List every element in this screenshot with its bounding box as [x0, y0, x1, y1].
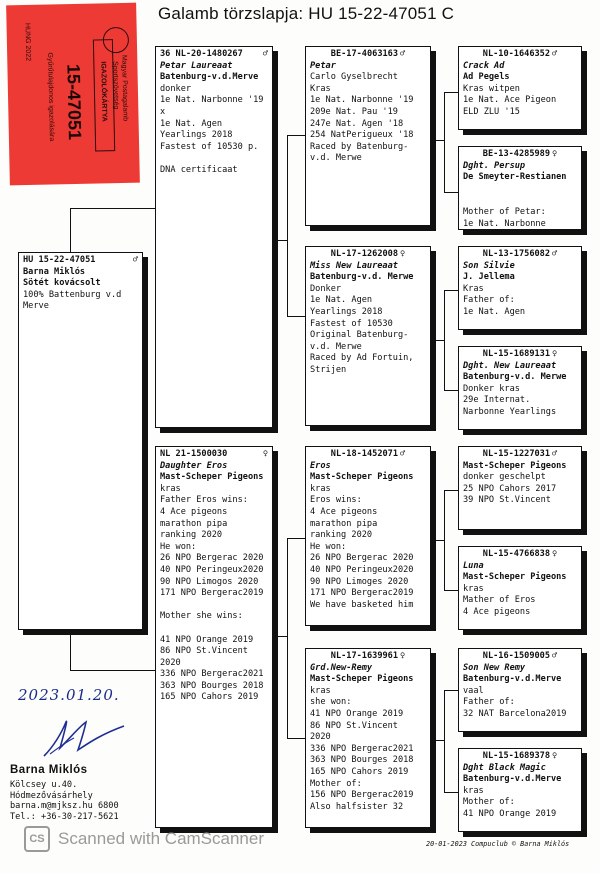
pedigree-line: Carlo Gyselbrecht	[310, 72, 398, 83]
stamp-number: 15-47051	[63, 63, 85, 141]
connector	[444, 92, 445, 192]
ring-number: NL-15-1689378	[482, 751, 551, 761]
pigeon-fm	[305, 246, 431, 426]
connector	[287, 135, 288, 316]
connector	[70, 208, 156, 209]
pedigree-line: 90 NPO Limoges 2020	[310, 576, 409, 587]
ring-header	[463, 449, 577, 461]
pedigree-line: Merve	[23, 301, 49, 312]
pedigree-line	[463, 184, 577, 196]
pedigree-line: Kras witpen	[463, 83, 520, 94]
pedigree-line: vaal	[463, 685, 484, 696]
pedigree-line: 4 Ace pigeons	[463, 606, 531, 617]
pedigree-line: 2020	[310, 732, 331, 743]
page-title: Galamb törzslapja: HU 15-22-47051 C	[158, 4, 455, 23]
handwritten-date: 2023.01.20.	[18, 686, 120, 704]
connector	[272, 240, 288, 241]
pigeon-main	[18, 252, 143, 630]
pedigree-line	[160, 623, 268, 635]
pedigree-line: marathon pipa	[310, 518, 378, 529]
pedigree-line: Mother of:	[463, 797, 515, 808]
sex-symbol-icon: ♂	[552, 249, 558, 259]
ring-number: NL-18-1452071	[330, 449, 399, 459]
pedigree-line: Ad Pegels	[463, 72, 510, 83]
pedigree-line: J. Jellema	[463, 272, 515, 283]
pedigree-line: Yearlings 2018	[160, 130, 233, 141]
connector	[444, 490, 458, 491]
watermark-text: Scanned with CamScanner	[58, 829, 265, 848]
pedigree-line: Daughter Eros	[160, 460, 228, 471]
ring-number: NL 21-1500030	[160, 449, 228, 459]
sex-symbol-icon: ♂	[262, 49, 268, 59]
pedigree-line: Also halfsister 32	[310, 801, 404, 812]
ring-number: NL-17-1262008	[330, 249, 399, 259]
pedigree-line: kras	[160, 483, 181, 494]
ring-number: NL-16-1509005	[482, 651, 551, 661]
connector	[287, 538, 288, 738]
pedigree-line: 336 NPO Bergerac2021	[310, 743, 414, 754]
ring-header	[463, 549, 577, 561]
pedigree-line: 1e Nat. Agen	[310, 295, 373, 306]
pedigree-line: 25 NPO Cahors 2017	[463, 483, 557, 494]
pedigree-line: Kras	[463, 283, 484, 294]
pedigree-line: Crack Ad	[463, 60, 505, 71]
pedigree-line: Narbonne Yearlings	[463, 406, 557, 417]
stamp-text-1: Magyar Postagalamb	[120, 54, 129, 122]
pedigree-line: 1e Nat. Agen	[160, 118, 223, 129]
pedigree-line: Raced by Batenburg-	[310, 141, 409, 152]
pedigree-line: Dght. New Laureaat	[463, 360, 557, 371]
pedigree-line: 209e Nat. Pau '19	[310, 106, 398, 117]
pedigree-line: 41 NPO Orange 2019	[160, 634, 254, 645]
pedigree-line: Fastest of 10530	[310, 318, 393, 329]
pedigree-line: ranking 2020	[160, 530, 223, 541]
pedigree-line: donker	[160, 83, 192, 94]
connector	[272, 636, 288, 637]
connector	[444, 390, 458, 391]
pedigree-line: 29e Internat.	[463, 395, 531, 406]
ring-header	[310, 49, 426, 61]
owner-contact	[10, 765, 119, 823]
pedigree-line: Grd.New-Remy	[310, 662, 373, 673]
sex-symbol-icon: ♂	[552, 651, 558, 661]
connector	[70, 630, 71, 670]
pigeon-fff	[458, 46, 582, 130]
pedigree-line: 171 NPO Bergerac2019	[160, 588, 264, 599]
pedigree-line: Original Batenburg-	[310, 330, 409, 341]
pedigree-line: 363 NPO Bourges 2018	[160, 680, 264, 691]
pedigree-line: 4 Ace pigeons	[160, 506, 228, 517]
connector	[70, 208, 71, 252]
pedigree-line: ELD ZLU '15	[463, 106, 520, 117]
sex-symbol-icon: ♂	[400, 449, 406, 459]
pedigree-line: 90 NPO Limogos 2020	[160, 576, 259, 587]
pedigree-line: 171 NPO Bergerac2019	[310, 588, 414, 599]
pedigree-line: 32 NAT Barcelona2019	[463, 708, 567, 719]
ring-number: NL-15-1689131	[482, 349, 551, 359]
pedigree-line: 41 NPO Orange 2019	[463, 808, 557, 819]
pedigree-line: donker geschelpt	[463, 472, 546, 483]
pedigree-line: v.d. Merwe	[310, 341, 362, 352]
ring-number: NL-10-1646352	[482, 49, 551, 59]
pedigree-line: Mast-Scheper Pigeons	[310, 674, 414, 685]
pedigree-line: Miss New Laureaat	[310, 260, 398, 271]
pigeon-mf	[305, 446, 431, 626]
pedigree-line: Batenburg-v.d.Merve	[463, 774, 562, 785]
owner-address: Kölcsey u.40.	[10, 779, 78, 790]
ring-header	[23, 255, 138, 267]
pedigree-line: De Smeyter-Restianen	[463, 172, 567, 183]
footer-credit: 20-01-2023 Compuclub © Barna Miklós	[426, 840, 570, 848]
ring-number: NL-13-1756082	[482, 249, 551, 259]
pedigree-line: Mast-Scheper Pigeons	[463, 460, 567, 471]
pedigree-line: 86 NPO St.Vincent	[160, 646, 248, 657]
pedigree-line: 247e Nat. Agen '18	[310, 118, 404, 129]
pedigree-line: 100% Battenburg v.d	[23, 289, 122, 300]
ring-header	[463, 651, 577, 663]
ring-header	[463, 49, 577, 61]
ring-header	[463, 751, 577, 763]
pedigree-line: Donker	[310, 283, 342, 294]
ring-number: NL-15-4766838	[482, 549, 551, 559]
connector	[444, 290, 458, 291]
pedigree-line: He won:	[160, 541, 197, 552]
sex-symbol-icon: ♀	[552, 349, 558, 359]
connector	[287, 135, 305, 136]
pedigree-line: 156 NPO Bergerac2019	[310, 790, 414, 801]
ring-number: NL-17-1639961	[330, 651, 399, 661]
pedigree-line: 40 NPO Peringeux2020	[310, 564, 414, 575]
pedigree-line: Mother she wins:	[160, 611, 243, 622]
pedigree-line: Strijen	[310, 364, 347, 375]
connector	[444, 590, 458, 591]
connector	[444, 690, 458, 691]
owner-phone: Tel.: +36-30-217-5621	[10, 812, 119, 823]
connector	[287, 316, 305, 317]
pedigree-line: Mother of:	[310, 778, 362, 789]
pedigree-line: Son Silvie	[463, 260, 515, 271]
pedigree-line: 40 NPO Peringeux2020	[160, 564, 264, 575]
ring-header	[310, 651, 426, 663]
pedigree-line	[160, 153, 268, 165]
pedigree-line: Father of:	[463, 697, 515, 708]
pedigree-line	[463, 195, 577, 207]
connector	[430, 140, 445, 141]
stamp-text-2: Sportszövetség	[111, 61, 120, 110]
ring-header	[310, 249, 426, 261]
pedigree-line: Mast-Scheper Pigeons	[310, 472, 414, 483]
pedigree-line	[160, 600, 268, 612]
pedigree-line: Luna	[463, 560, 484, 571]
pigeon-mmm	[458, 748, 582, 832]
pedigree-line: DNA certificaat	[160, 164, 238, 175]
pedigree-line: Dght Black Magic	[463, 762, 546, 773]
connector	[444, 92, 458, 93]
pedigree-line: Fastest of 10530 p.	[160, 141, 259, 152]
pedigree-line: kras	[310, 483, 331, 494]
pigeon-mm	[305, 648, 431, 828]
pedigree-line: Father of:	[463, 295, 515, 306]
pedigree-line: Barna Miklós	[23, 266, 86, 277]
pedigree-line: 4 Ace pigeons	[310, 506, 378, 517]
pigeon-mmf	[458, 648, 582, 732]
pigeon-ff	[305, 46, 431, 226]
pedigree-line: 41 NPO Orange 2019	[310, 708, 404, 719]
pedigree-line: Batenburg-v.d. Merwe	[463, 372, 567, 383]
ring-number: BE-17-4063163	[330, 49, 399, 59]
pedigree-line: 1e Nat. Ace Pigeon	[463, 95, 557, 106]
pedigree-line: Mast-Scheper Pigeons	[160, 472, 264, 483]
stamp-text-3: IGAZOLÓKÁRTYA	[99, 61, 108, 122]
pigeon-mfm	[458, 546, 582, 630]
pedigree-line: ranking 2020	[310, 530, 373, 541]
pedigree-line: 26 NPO Bergerac 2020	[310, 553, 414, 564]
pedigree-line: Batenburg-v.d. Merwe	[310, 272, 414, 283]
sex-symbol-icon: ♀	[552, 549, 558, 559]
connector	[287, 738, 305, 739]
pedigree-line: 165 NPO Cahors 2019	[160, 692, 259, 703]
pedigree-line: 39 NPO St.Vincent	[463, 495, 551, 506]
pedigree-line: We have basketed him	[310, 599, 414, 610]
pigeon-mff	[458, 446, 582, 530]
stamp-text-4: Gyűrűtulajdonos igazolására	[46, 52, 55, 142]
pedigree-line: Mast-Scheper Pigeons	[463, 572, 567, 583]
sex-symbol-icon: ♀	[262, 449, 268, 459]
sex-symbol-icon: ♀	[400, 249, 406, 259]
pedigree-line: Mother of Petar:	[463, 206, 546, 217]
connector	[70, 670, 156, 671]
pigeon-ffm	[458, 146, 582, 230]
pedigree-line: 1e Nat. Agen	[463, 306, 526, 317]
pigeon-mother	[155, 446, 273, 828]
stamp-text-5: HUNG 2022	[23, 22, 32, 62]
camscanner-logo-icon: CS	[24, 826, 50, 852]
pedigree-line: 254 NatPerigueux '18	[310, 130, 414, 141]
sex-symbol-icon: ♂	[552, 449, 558, 459]
ring-header	[310, 449, 426, 461]
pedigree-line: v.d. Merwe	[310, 153, 362, 164]
pedigree-line: Batenburg-v.d.Merve	[463, 674, 562, 685]
pedigree-line: 1e Nat. Narbonne '19	[310, 95, 414, 106]
pigeon-father	[155, 46, 273, 428]
connector	[430, 540, 445, 541]
ring-header	[463, 149, 577, 161]
pedigree-line: Kras	[310, 83, 331, 94]
pedigree-line: 2020	[160, 657, 181, 668]
pedigree-line: 363 NPO Bourges 2018	[310, 755, 414, 766]
federation-logo-icon	[103, 27, 130, 54]
pedigree-line: Sötét kovácsolt	[23, 278, 101, 289]
sex-symbol-icon: ♀	[400, 651, 406, 661]
pedigree-line: 86 NPO St.Vincent	[310, 720, 398, 731]
pedigree-line: Eros	[310, 460, 331, 471]
pedigree-line: Eros wins:	[310, 495, 362, 506]
pedigree-line: x	[160, 106, 166, 117]
owner-name: Barna Miklós	[10, 764, 88, 776]
ring-header	[160, 49, 268, 61]
sex-symbol-icon: ♀	[552, 149, 558, 159]
pigeon-fmm	[458, 346, 582, 430]
connector	[444, 792, 458, 793]
pedigree-line: Petar	[310, 60, 336, 71]
sex-symbol-icon: ♂	[132, 255, 138, 265]
ring-header	[463, 249, 577, 261]
owner-email: barna.m@mjksz.hu 6800	[10, 801, 119, 812]
pedigree-line: kras	[463, 583, 484, 594]
sex-symbol-icon: ♂	[400, 49, 406, 59]
sex-symbol-icon: ♀	[552, 751, 558, 761]
pedigree-line: 26 NPO Bergerac 2020	[160, 553, 264, 564]
connector	[444, 192, 458, 193]
pedigree-line: she won:	[310, 697, 352, 708]
pedigree-line: 165 NPO Cahors 2019	[310, 766, 409, 777]
ring-header	[160, 449, 268, 461]
pedigree-line: Donker kras	[463, 383, 520, 394]
pedigree-line: 336 NPO Bergerac2021	[160, 669, 264, 680]
pedigree-line: kras	[310, 685, 331, 696]
pedigree-line: Dght. Persup	[463, 160, 526, 171]
ring-number: HU 15-22-47051	[23, 255, 96, 265]
pedigree-line: He won:	[310, 541, 347, 552]
connector	[430, 740, 445, 741]
pedigree-line: marathon pipa	[160, 518, 228, 529]
pedigree-line: Yearlings 2018	[310, 306, 383, 317]
registration-stamp	[6, 3, 140, 186]
pigeon-fmf	[458, 246, 582, 330]
ring-number: NL-15-1227031	[482, 449, 551, 459]
pedigree-line: kras	[463, 785, 484, 796]
handwritten-signature	[40, 712, 130, 760]
pedigree-line: Petar Laureaat	[160, 60, 233, 71]
pedigree-line: Father Eros wins:	[160, 495, 248, 506]
ring-header	[463, 349, 577, 361]
connector	[287, 538, 305, 539]
camscanner-watermark	[24, 826, 264, 852]
ring-number: BE-13-4285989	[482, 149, 551, 159]
pedigree-line: 1e Nat. Narbonne '19	[160, 95, 264, 106]
ring-number: 36 NL-20-1480267	[160, 49, 243, 59]
connector	[430, 340, 445, 341]
pedigree-line: 1e Nat. Narbonne	[463, 218, 546, 229]
pedigree-line: Batenburg-v.d.Merve	[160, 72, 259, 83]
pedigree-line: Son New Remy	[463, 662, 526, 673]
owner-city: Hódmezővásárhely	[10, 790, 93, 801]
pedigree-line: Raced by Ad Fortuin,	[310, 353, 414, 364]
pedigree-line: Mather of Eros	[463, 595, 536, 606]
sex-symbol-icon: ♂	[552, 49, 558, 59]
